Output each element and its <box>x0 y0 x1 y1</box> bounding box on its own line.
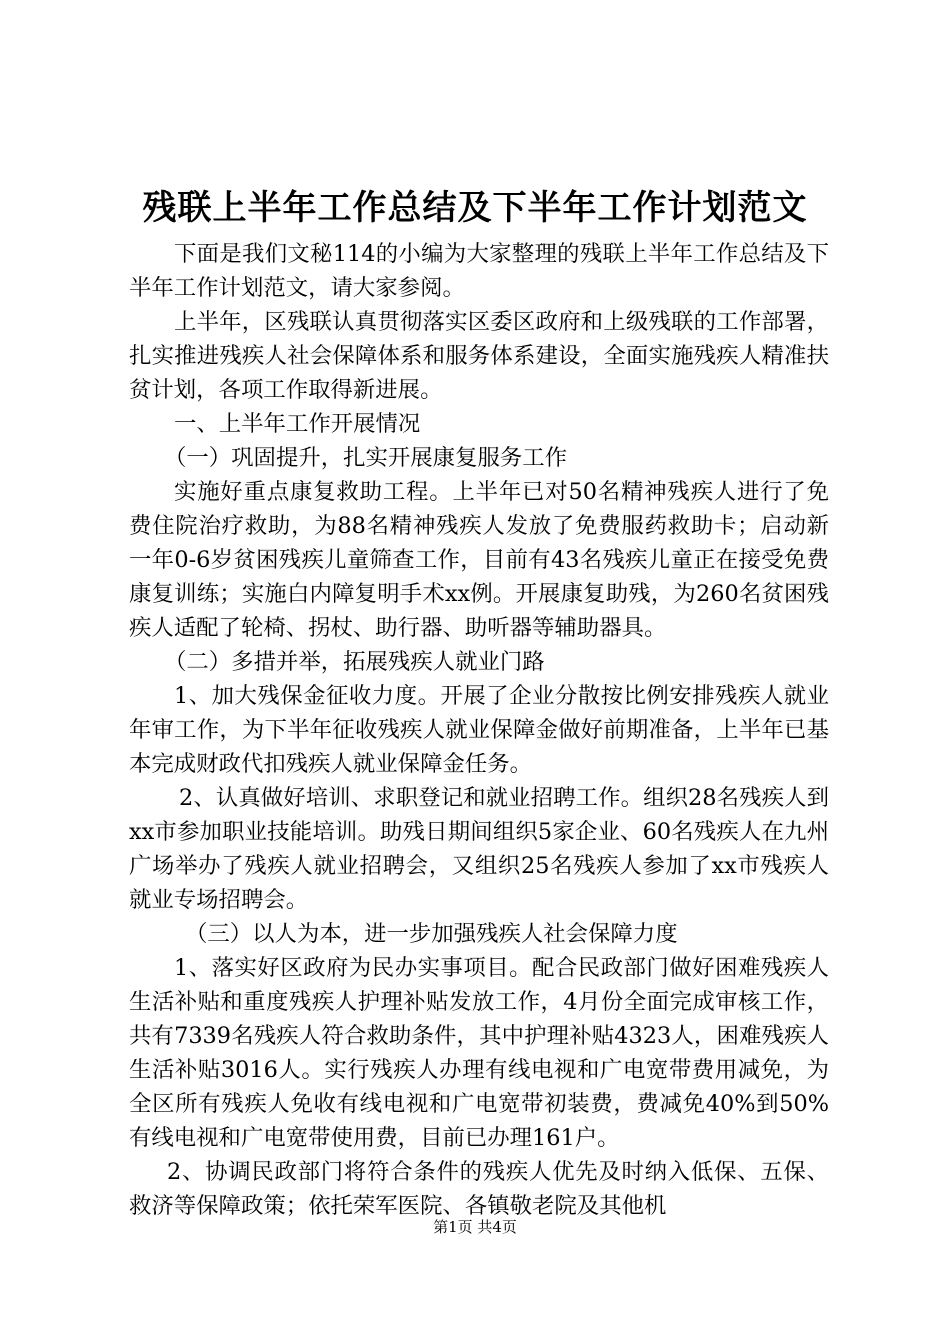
employment-item-1: 1、加大残保金征收力度。开展了企业分散按比例安排残疾人就业年审工作，为下半年征收残疾人就业保障金做好前期准备，上半年已基本完成财政代扣残疾人就业保障金任务。 <box>129 683 829 777</box>
subsection-heading-security: （三）以人为本，进一步加强残疾人社会保障力度 <box>185 921 678 947</box>
page-footer: 第1页 共4页 <box>433 1218 517 1236</box>
section-heading: 一、上半年工作开展情况 <box>174 411 421 437</box>
subsection-heading-employment: （二）多措并举，拓展残疾人就业门路 <box>164 649 545 675</box>
employment-item-2: 2、认真做好培训、求职登记和就业招聘工作。组织28名残疾人到xx市参加职业技能培训。助残日期间组织5家企业、60名残疾人在九州广场举办了残疾人就业招聘会，又组织25名残疾人参加了xx市残疾人就业专场招聘会。 <box>129 785 829 913</box>
document-title: 残联上半年工作总结及下半年工作计划范文 <box>142 188 808 228</box>
security-item-1: 1、落实好区政府为民办实事项目。配合民政部门做好困难残疾人生活补贴和重度残疾人护理补贴发放工作，4月份全面完成审核工作，共有7339名残疾人符合救助条件，其中护理补贴4323人，困难残疾人生活补贴3016人。实行残疾人办理有线电视和广电宽带费用减免，为全区所有残疾人免收有线电视和广电宽带初装费，费减免40%到50%有线电视和广电宽带使用费，目前已办理161户。 <box>129 955 829 1151</box>
intro-paragraph: 下面是我们文秘114的小编为大家整理的残联上半年工作总结及下半年工作计划范文，请大家参阅。 <box>129 241 829 301</box>
subsection-heading-rehab: （一）巩固提升，扎实开展康复服务工作 <box>164 445 568 471</box>
security-item-2: 2、协调民政部门将符合条件的残疾人优先及时纳入低保、五保、救济等保障政策；依托荣军医院、各镇敬老院及其他机 <box>129 1159 829 1219</box>
summary-paragraph: 上半年，区残联认真贯彻落实区委区政府和上级残联的工作部署，扎实推进残疾人社会保障体系和服务体系建设，全面实施残疾人精准扶贫计划，各项工作取得新进展。 <box>129 309 829 403</box>
document-body <box>129 237 829 1223</box>
rehab-paragraph: 实施好重点康复救助工程。上半年已对50名精神残疾人进行了免费住院治疗救助，为88名精神残疾人发放了免费服药救助卡；启动新一年0-6岁贫困残疾儿童筛查工作，目前有43名残疾儿童正在接受免费康复训练；实施白内障复明手术xx例。开展康复助残，为260名贫困残疾人适配了轮椅、拐杖、助行器、助听器等辅助器具。 <box>129 479 829 641</box>
